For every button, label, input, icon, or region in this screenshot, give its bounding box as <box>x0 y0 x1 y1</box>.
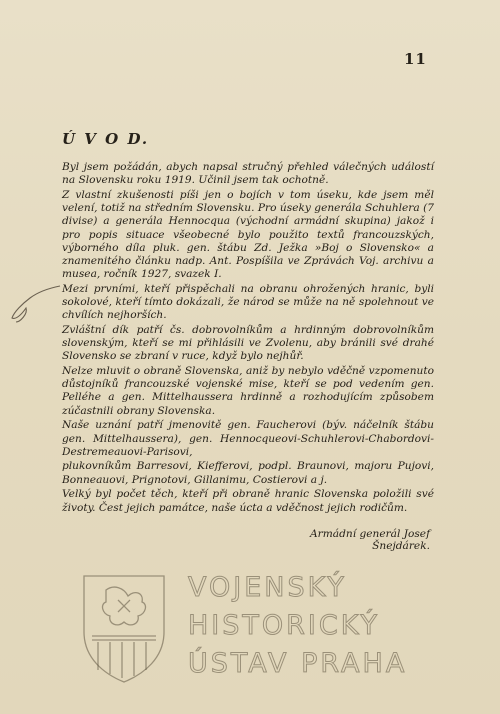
institute-emblem-icon <box>78 570 170 690</box>
paragraph-3: Mezi prvními, kteří přispěchali na obranu ohrožených hranic, byli sokolové, kteří tímto dokázali, že národ se může na ně spolehnout ve chvílích nejhorších. <box>62 282 434 322</box>
paragraph-6: Naše uznání patří jmenovitě gen. Faucherovi (býv. náčelník štábu gen. Mittelhaussera), gen. Hennocqueovi-Schuhlerovi-Chabordovi-Destremeauovi-Parisovi, <box>62 419 434 458</box>
paragraph-2: Z vlastní zkušenosti píši jen o bojích v tom úseku, kde jsem měl velení, totiž na středním Slovensku. Pro úseky generála Schuhlera (7 divise) a generála Hennocqua (východní armádní skupina) jakož i pro popis situace všeobecné bylo použito textů francouzských, výborného díla pluk. gen. štábu Zd. Ježka »Boj o Slovensko« a znamenitého článku nadp. Ant. Pospíšila ve Zprávách Voj. archivu a musea, ročník 1927, svazek I. <box>62 188 434 281</box>
pencil-mark-icon <box>8 284 68 324</box>
paragraph-7: plukovníkům Barresovi, Kiefferovi, podpl. Braunovi, majoru Pujovi, Bonneauovi, Prignotovi, Gillanimu, Costierovi a j. <box>62 460 434 486</box>
paragraph-4: Zvláštní dík patří čs. dobrovolníkům a hrdinným dobrovolníkům slovenským, kteří se mi přihlásili ve Zvolenu, aby bránili své drahé Slovensko se zbraní v ruce, když bylo nejhůř. <box>62 323 434 363</box>
paragraph-5: Nelze mluvit o obraně Slovenska, aniž by nebylo vděčně vzpomenuto důstojníků francouzské vojenské mise, kteří se pod vedením gen. Pelléhe a gen. Mittelhaussera hrdinně a rozhodujícím způsobem zúčastnili obrany Slovenska. <box>62 365 434 417</box>
body-text <box>62 161 434 516</box>
chapter-heading: Ú V O D. <box>62 130 150 148</box>
paragraph-8: Velký byl počet těch, kteří při obraně hranic Slovenska položili své životy. Čest jejich památce, naše úcta a vděčnost jejich rodičům. <box>62 488 434 514</box>
paragraph-1: Byl jsem požádán, abych napsal stručný přehled válečných událostí na Slovensku roku 1919. Učinil jsem tak ochotně. <box>62 161 434 187</box>
watermark <box>78 570 438 695</box>
watermark-line-2: HISTORICKÝ <box>188 610 380 641</box>
watermark-line-3: ÚSTAV PRAHA <box>188 648 408 679</box>
signature-line: Armádní generál Josef Šnejdárek. <box>310 528 430 552</box>
watermark-line-1: VOJENSKÝ <box>188 572 347 603</box>
page-number: 11 <box>404 50 427 68</box>
